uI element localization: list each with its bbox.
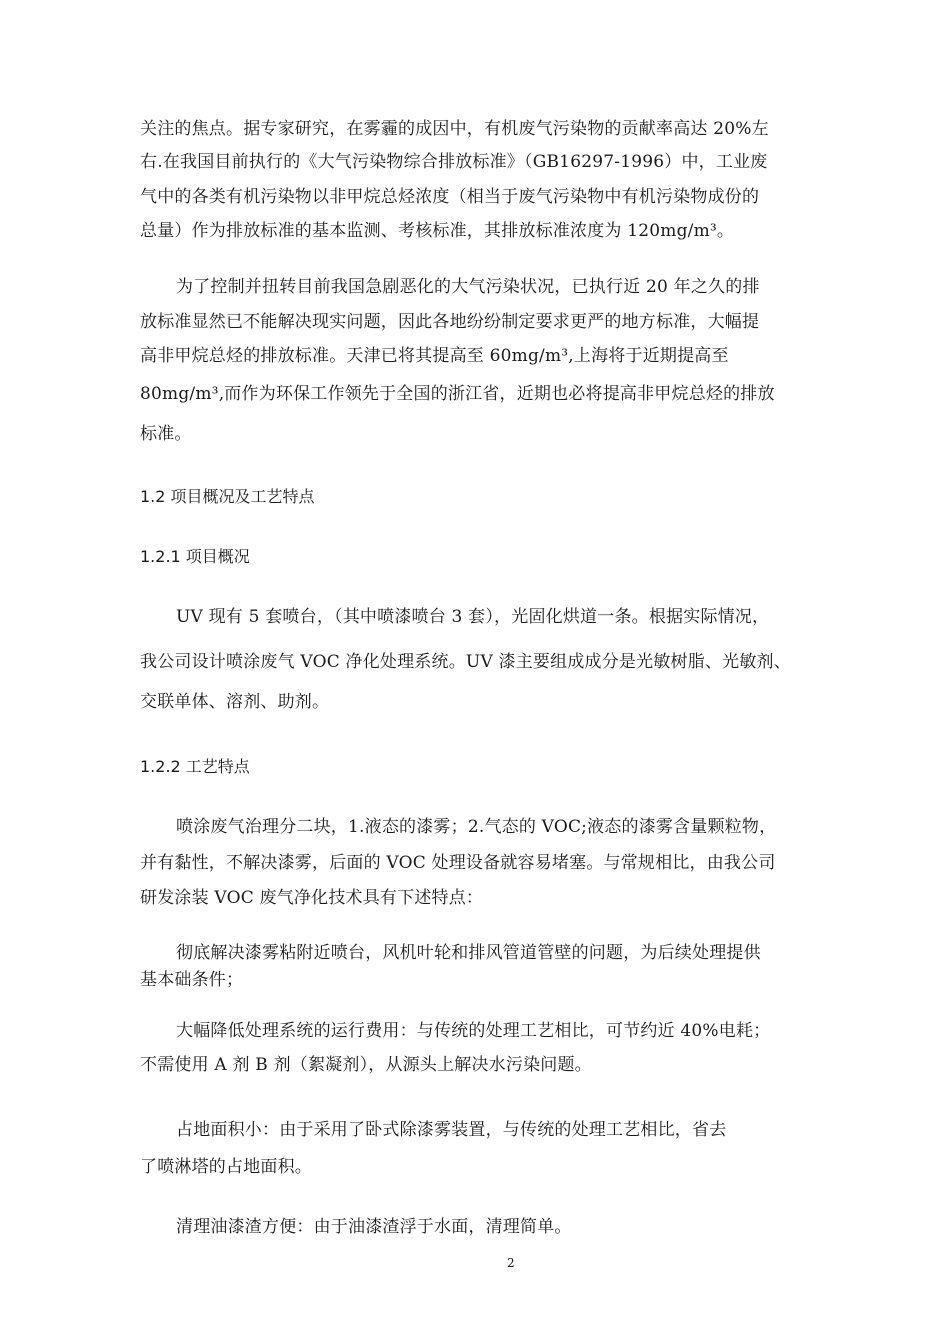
text-line: 不需使用 A 剂 B 剂（絮凝剂），从源头上解决水污染问题。 — [140, 1055, 592, 1075]
section-heading-1-2-1: 1.2.1 项目概况 — [140, 547, 250, 566]
text-line: 并有黏性，不解决漆雾，后面的 VOC 处理设备就容易堵塞。与常规相比，由我公司 — [140, 853, 776, 873]
text-line: 我公司设计喷涂废气 VOC 净化处理系统。UV 漆主要组成成分是光敏树脂、光敏剂、 — [140, 652, 791, 672]
text-line: 研发涂装 VOC 废气净化技术具有下述特点： — [140, 888, 484, 908]
page-number: 2 — [507, 1256, 515, 1270]
text-line: 占地面积小：由于采用了卧式除漆雾装置，与传统的处理工艺相比，省去 — [176, 1120, 727, 1140]
text-line: 喷涂废气治理分二块，1.液态的漆雾；2.气态的 VOC;液态的漆雾含量颗粒物， — [176, 817, 777, 837]
text-line: 气中的各类有机污染物以非甲烷总烃浓度（相当于废气污染物中有机污染物成份的 — [140, 187, 760, 207]
section-heading-1-2: 1.2 项目概况及工艺特点 — [140, 487, 315, 506]
text-line: 右.在我国目前执行的《大气污染物综合排放标准》（GB16297-1996）中，工业废 — [140, 152, 768, 172]
text-line: 交联单体、溶剂、助剂。 — [140, 692, 330, 712]
text-line: 大幅降低处理系统的运行费用：与传统的处理工艺相比，可节约近 40%电耗； — [176, 1021, 771, 1041]
text-line: 彻底解决漆雾粘附近喷台，风机叶轮和排风管道管壁的问题，为后续处理提供 — [176, 943, 761, 963]
text-line: 清理油漆渣方便：由于油漆渣浮于水面，清理简单。 — [176, 1217, 572, 1237]
text-line: 关注的焦点。据专家研究，在雾霾的成因中，有机废气污染物的贡献率高达 20%左 — [140, 119, 769, 139]
text-line: 为了控制并扭转目前我国急剧恶化的大气污染状况，已执行近 20 年之久的排 — [176, 277, 760, 297]
text-line: 80mg/m³,而作为环保工作领先于全国的浙江省，近期也必将提高非甲烷总烃的排放 — [140, 384, 775, 404]
section-heading-1-2-2: 1.2.2 工艺特点 — [140, 757, 250, 776]
text-line: 了喷淋塔的占地面积。 — [140, 1157, 312, 1177]
text-line: 高非甲烷总烃的排放标准。天津已将其提高至 60mg/m³,上海将于近期提高至 — [140, 346, 729, 366]
text-line: UV 现有 5 套喷台，（其中喷漆喷台 3 套），光固化烘道一条。根据实际情况， — [176, 607, 770, 627]
text-line: 标准。 — [140, 424, 192, 444]
text-line: 放标准显然已不能解决现实问题，因此各地纷纷制定要求更严的地方标准，大幅提 — [140, 312, 760, 332]
text-line: 基本础条件； — [140, 970, 244, 990]
text-line: 总量）作为排放标准的基本监测、考核标准，其排放标准浓度为 120mg/m³。 — [140, 221, 735, 241]
